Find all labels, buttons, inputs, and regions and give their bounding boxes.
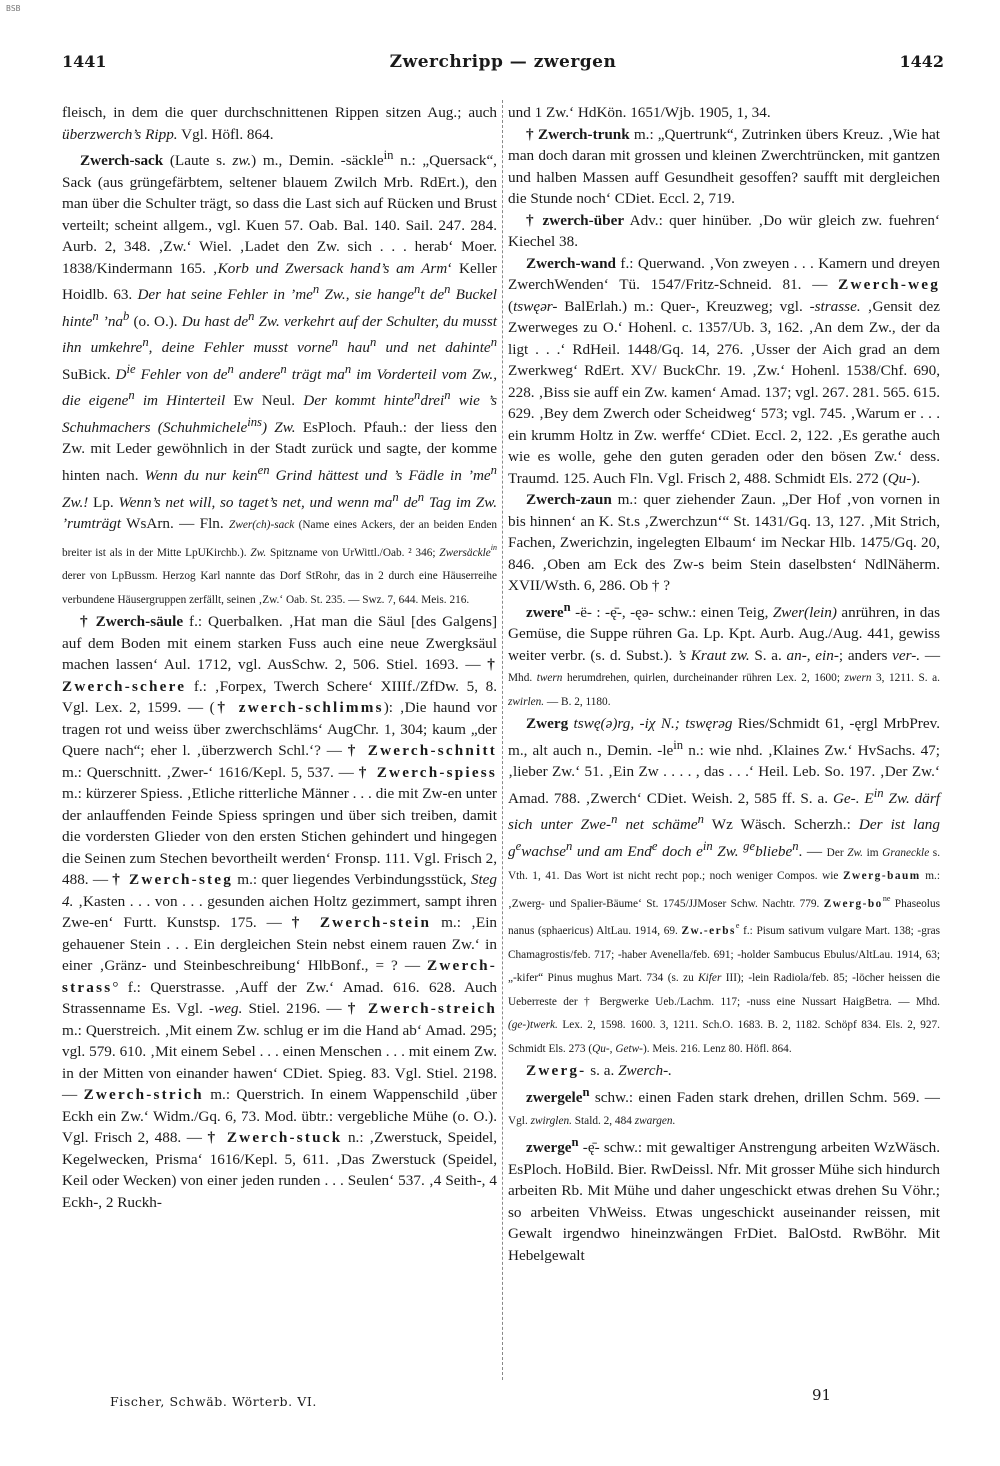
library-stamp: BSB <box>6 4 21 13</box>
headword: Zwerch-sack <box>80 152 164 170</box>
page-header <box>62 52 944 82</box>
headword: † Zwerch-trunk <box>526 125 630 143</box>
entry-continuation-right: und 1 Zw.‘ HdKön. 1651/Wjb. 1905, 1, 34. <box>508 104 771 121</box>
column-divider <box>502 100 503 1380</box>
entry-zwerch-sack: Zwerch-sack (Laute s. zw.) m., Demin. -säckle$^{in}$ n.: „Quersack“, Sack (aus grüngefärbtem, seltener blauem Zwilch Mrb. RdErt.), den man über die Schulter trägt, so dass die Last sich auf Rücken und Brust verteilt; scheint allgem., vgl. Kuen 57. Oab. Bal. 140. Sail. 247. 284. Aurb. 2, 348. ‚Zw.‘ Wiel. ‚Ladet den Zw. sich . . . herab‘ Moer. 1838/Kindermann 165. ‚Korb und Zwersack hand’s am Arm‘ Keller Hoidlb. 63. Der hat seine Fehler in $’me^n$ Zw., sie hange$^n$t $de^n$ Buckel hinte$^n$ $’na^b$ (o. O.). Du hast $de^n$ Zw. verkehrt auf der Schulter, du musst ihn umkehre$^n$, deine Fehler musst vorne$^n$ hau$^n$ und net dahinte$^n$ SuBick. $D^{ie}$ Fehler von $de^n$ andere$^n$ trägt $ma^n$ im Vorderteil vom Zw., die eigene$^n$ im Hinterteil Ew Neul. Der kommt hinte$^n$drei$^n$ wie ’s Schuhmachers (Schuhmichele$^{ins}$) Zw. EsPloch. Pfauh.: der liess den Zw. mit Leder gewöhnlich in der Stadt zurück und sagte, der komme hinten nach. Wenn du nur kein$^{en}$ Grind hättest und ’s Fädle in $’me^n$ Zw.! Lp. Wenn’s net will, so taget’s net, und wenn $ma^n$ $de^n$ Tag im Zw. ’rumträgt WsArn. — Fln. Zwer(ch)-sack (Name eines Ackers, der an beiden Enden breiter ist als in der Mitte LpUKirchb.). Zw. Spitzname von UrWittl./Oab. ² 346; Zwersäckle$^{in}$ derer von LpBussm. Herzog Karl nannte das Dorf StRohr, das in 2 durch eine Häuserreihe verbundene Häusergruppen zerfällt, seinen ‚Zw.‘ Oab. St. 235. — Swz. 7, 644. Meis. 216. <box>62 148 498 606</box>
entry-zwerg-prefix: Zwerg- s. a. Zwerch-. <box>526 1062 672 1080</box>
right-column <box>508 102 941 1264</box>
page-number-footer: 91 <box>812 1386 832 1404</box>
entry-continuation: fleisch, in dem die quer durchschnittenen Rippen sitzen Aug.; auch überzwerch’s Ripp. Vgl. Höfl. 864. <box>62 104 497 143</box>
running-title: Zwerchripp — zwergen <box>389 52 617 72</box>
entry-zweren: zwere$^n$ -ë- : -ę̄-, -ęə- schw.: einen Teig, Zwer(lein) anrühren, in das Gemüse, die Suppe rühren Ga. Lp. Kpt. Aurb. Aug./Aug. 441, gewiss weiter verbr. (s. d. Subst.). ’s Kraut zw. S. a. an-, ein-; anders ver-. — Mhd. twern herumdrehen, quirlen, durcheinander rühren Lex. 2, 1600; zwern 3, 1211. S. a. zwirlen. — B. 2, 1180. <box>508 599 941 708</box>
headword: † Zwerch-säule <box>80 613 184 631</box>
entry-zwerch-wand: Zwerch-wand f.: Querwand. ‚Von zweyen . . . Kamern und dreyen ZwerchWenden‘ Tü. 1547/Fritz-Schneid. 81. — Zwerch-weg (tswęər- BalErlah.) m.: Quer-, Kreuzweg; vgl. -strasse. ‚Gensit dez Zwerweges zu O.‘ Hohenl. c. 1357/Ub. 3, 162. ‚An dem Zw., der da ligt . . .‘ RdHeil. 1448/Gq. 14, 276. ‚Usser der Aich grad an dem Zwerkweg‘ RdErt. XV/ BuckChr. 19. ‚Zw.‘ Hohenl. 1538/Chf. 690, 228. ‚Biss sie auff ein Zw. kamen‘ Amad. 137; vgl. 267. 281. 565. 615. 629. ‚Bey dem Zwerch oder Scheidweg‘ 573; vgl. 745. ‚Warum er . . . ein krumm Holtz in Zw. werffe‘ CDiet. Eccl. 2, 122. ‚Es gerathe auch wie es wolle, gehe den guten geraden oder den bösen Zw.‘ dess. Traumd. 125. Auch Fln. Vgl. Frisch 2, 488. Schmidt Els. 272 (Qu-). <box>508 254 940 487</box>
headword: zwergele <box>526 1089 583 1106</box>
publication-imprint: Fischer, Schwäb. Wörterb. VI. <box>110 1394 317 1409</box>
page-number-right: 1442 <box>899 52 944 71</box>
headword: † zwerch-über <box>526 211 625 229</box>
entry-zwerch-zaun: Zwerch-zaun m.: quer ziehender Zaun. „Der Hof ‚von vornen in bis hinnen‘ an K. St.s ‚Zwerchzun‘“ St. 1431/Gq. 13, 127. ‚Mit Strich, Fachen, Zwerichzin, ingelegten Elbaum‘ im Neckar Hlb. 1475/Gq. 20, 846. ‚Oben am Eck des Zw-s beim Stein daselbsten‘ NdlNäherm. XVII/Wsth. 6, 286. Ob † ? <box>508 491 940 594</box>
headword: Zwerch-zaun <box>526 491 612 508</box>
headword: zwere <box>526 603 564 621</box>
headword: Zwerg- <box>526 1062 587 1080</box>
entry-zwergen: zwerge$^n$ -ę̄- schw.: mit gewaltiger Anstrengung arbeiten WzWäsch. EsPloch. HoBild. Bier. RwDeissl. Nfr. Mit grosser Mühe sich hindurch arbeiten Rb. Mit Mühe und daher ungeschickt etwas drehen Su Vöhr.; so arbeiten VhWeiss. Etwas ungeschickt auseinander reissen, mit Gewalt irgendwo hineinzwängen FrDiet. BalOstd. RwBöhr. Mit Hebelgewalt <box>508 1135 940 1264</box>
left-column <box>62 102 497 1372</box>
entry-zwerch-saeule: † Zwerch-säule f.: Querbalken. ‚Hat man die Säul [des Galgens] auf dem Boden mit einem starken Fuss auch eine neue Zwergksäul machen lassen‘ Aul. 1712, vgl. AusSchw. 2, 506. Stiel. 1693. — † Zwerch-schere f.: ‚Forpex, Twerch Schere‘ XIIIf./ZfDw. 5, 8. Vgl. Lex. 2, 1599. — († zwerch-schlimms): ‚Die haund vor tragen rot und weiss über zwerchschläms‘ AugChr. 1, 304; kaum „der Quere nach“; eher l. ‚überzwerch Schl.‘? — † Zwerch-schnitt m.: Querschnitt. ‚Zwer-‘ 1616/Kepl. 5, 537. — † Zwerch-spiess m.: kürzerer Spiess. ‚Etliche ritterliche Männer . . . die mit Zw-en unter der anlauffenden Feinde Spiess springen und über sich treiben, damit die vordersten Glieder von den ersten Stichen gehindert und hingegen die Seinen zum Stechen bevortheilt werden‘ Fronsp. 111. Vgl. Frisch 2, 488. — † Zwerch-steg m.: quer liegendes Verbindungsstück, Steg 4. ‚Kasten . . . von . . . gesunden aichen Holtz gezimmert, sampt ihren Zwe-en‘ Furtt. Kunstsp. 175. — † Zwerch-stein m.: ‚Ein gehauener Stein . . . Ein dergleichen Stein nebst einem rauen Zw.‘ in einer ‚Gränz- und Steinbeschreibung‘ HlbBonf., = ? — Zwerch-strass° f.: Querstrasse. ‚Auff der Zw.‘ Amad. 616. 628. Auch Strassenname Es. Vgl. -weg. Stiel. 2196. — † Zwerch-streich m.: Querstreich. ‚Mit einem Zw. schlug er im die Hand ab‘ Amad. 295; vgl. 579. 610. ‚Mit einem Sebel . . . einen Menschen . . . mit einem Zw. in der Mitten von einander hawen‘ CDiet. Spieg. 83. Vgl. Stiel. 2198. — Zwerch-strich m.: Querstrich. In einem Wappenschild ‚über Eckh ein Zw.‘ Widm./Gq. 6, 73. Mod. übtr.: vergebliche Mühe (o. O.). Vgl. Frisch 2, 488. — † Zwerch-stuck n.: ‚Zwerstuck, Speidel, Kegelwecken, Prisma‘ 1616/Kepl. 5, 611. ‚Das Zwerstuck (Speidel, Keil oder Wecken) von einer jeden runden . . . Seulen‘ 537. ‚4 Seith-, 4 Eckh-, 2 Ruckh- <box>62 613 498 1211</box>
headword: zwerge <box>526 1139 572 1157</box>
entry-zwerch-ueber: † zwerch-über Adv.: quer hinüber. ‚Do wür gleich zw. fuehren‘ Kiechel 38. <box>508 211 940 250</box>
entry-zwerch-trunk: † Zwerch-trunk m.: „Quertrunk“, Zutrinken übers Kreuz. ‚Wie hat man doch daran mit grossen und kleinen Zwerchtrüncken, mit gantzen und halben Massen auff Gesundheit gesoffen? saufft mit dergleichen die Stunde noch‘ CDiet. Eccl. 2, 719. <box>508 125 940 207</box>
page-number-left: 1441 <box>62 52 107 71</box>
entry-zwergelen: zwergele$^n$ schw.: einen Faden stark drehen, drillen Schm. 569. — Vgl. zwirglen. Stald. 2, 484 zwargen. <box>508 1084 940 1127</box>
entry-zwerg: Zwerg tswę(ə)rg, -iχ N.; tswęrəg Ries/Schmidt 61, -ęrgl MrbPrev. m., alt auch n., Demin. $-le^{in}$ n.: wie nhd. ‚Klaines Zw.‘ HvSachs. 47; ‚lieber Zw.‘ 51. ‚Ein Zw . . . . , das . . .‘ Heil. Leb. So. 197. ‚Der Zw.‘ Amad. 788. ‚Zwerch‘ CDiet. Weish. 2, 585 ff. S. a. Ge-. $E^{in}$ Zw. därf sich unter Zwe-$^n$ net schäme$^n$ Wz Wäsch. Scherzh.: Der ist lang $g^ewachse^n$ und am End$^e$ doch $e^{in}$ Zw. $^{ge}$bliebe$^n$. — Der Zw. im Graneckle s. Vth. 1, 41. Das Wort ist nicht recht pop.; noch weniger Compos. wie Zwerg-baum m.: ‚Zwerg- und Spalier-Bäume‘ St. 1745/JJMoser Schw. Nachtr. 779. Zwerg-$bo^{ne}$ Phaseolus nanus (sphaericus) AltLau. 1914, 69. Zw.-erbs$^e$ f.: Pisum sativum vulgare Mart. 138; -gras Chamagrostis/feb. 717; -haber Avenella/feb. 691; -holder Sambucus Ebulus/AltLau. 1914, 63; „-kifer“ Pinus mughus Mart. 734 (s. zu Kifer III); -lein Radiola/feb. 85; -löcher heissen die Ueberreste der † Bergwerke Ueb./Lachm. 117; -nuss eine Nussart HaigBetra. — Mhd. (ge-)twerk. Lex. 2, 1598. 1600. 3, 1211. Sch.O. 1683. B. 2, 1182. Schöpf 834. Els. 2, 927. Schmidt Els. 273 (Qu-, Getw-). Meis. 216. Lenz 80. Höfl. 864. <box>508 715 941 1055</box>
headword: Zwerg <box>526 715 569 733</box>
headword: Zwerch-wand <box>526 254 617 272</box>
